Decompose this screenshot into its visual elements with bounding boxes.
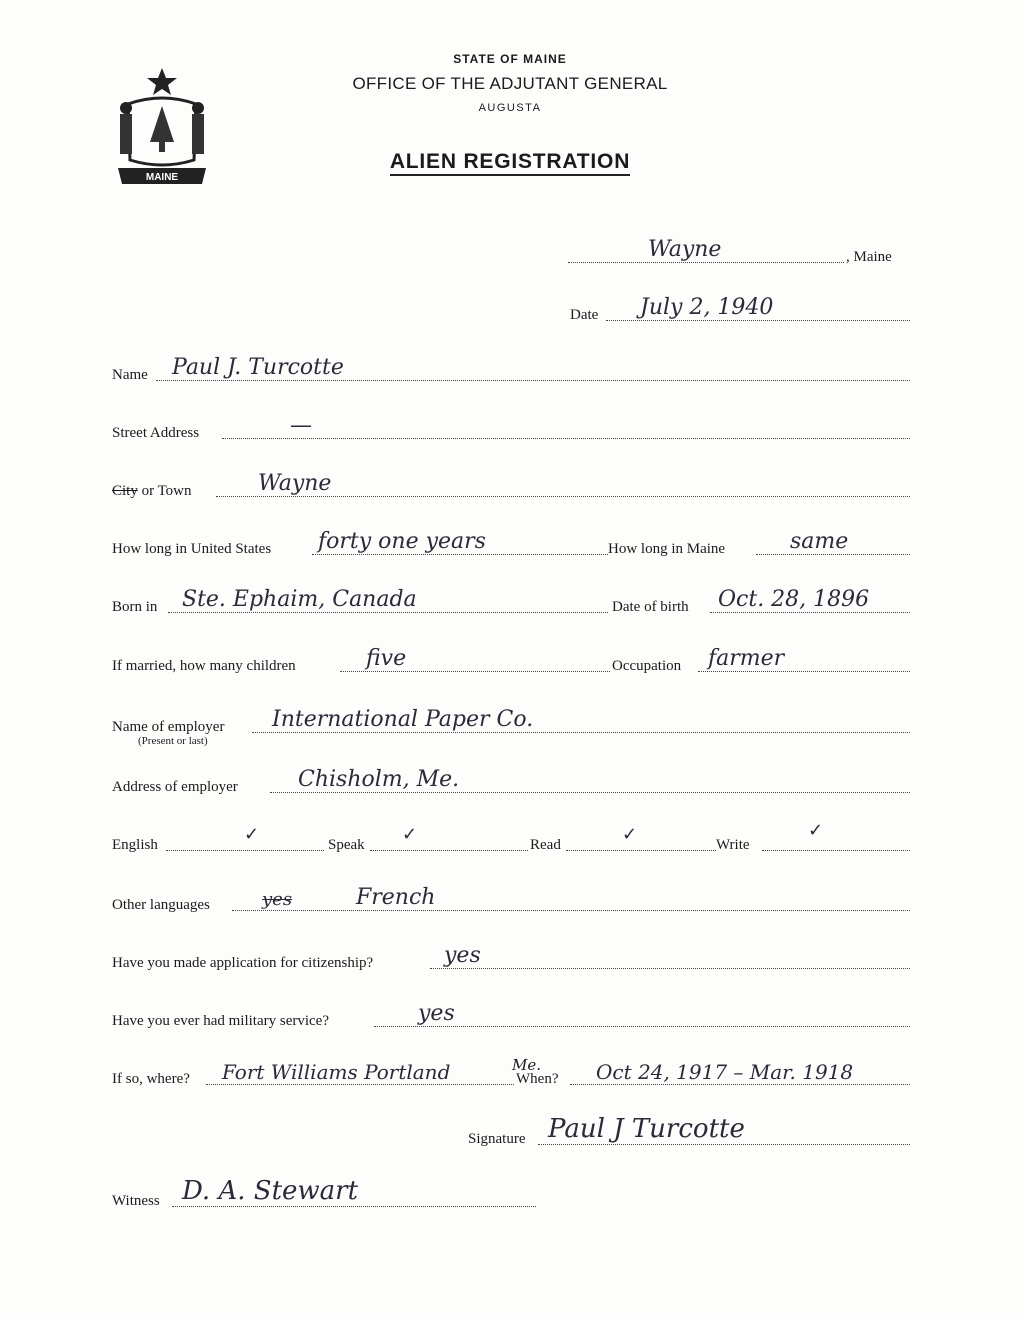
citizenship-label: Have you made application for citizenship? (112, 955, 374, 971)
other-lang-struck: yes (262, 889, 293, 910)
where-value[interactable]: Fort Williams Portland (222, 1060, 451, 1084)
name-row (0, 354, 1024, 384)
date-value[interactable]: July 2, 1940 (640, 295, 774, 320)
street-value[interactable]: — (290, 413, 312, 438)
other-lang-value[interactable]: French (356, 885, 436, 910)
name-value[interactable]: Paul J. Turcotte (172, 355, 344, 380)
military-row (0, 1000, 1024, 1030)
born-label: Born in (112, 599, 158, 615)
header-city: AUGUSTA (478, 102, 542, 114)
form-title: ALIEN REGISTRATION (300, 150, 720, 174)
english-row (0, 820, 1024, 854)
town-row (0, 236, 1024, 266)
other-lang-label: Other languages (112, 897, 210, 913)
street-label: Street Address (112, 425, 200, 441)
citizenship-row (0, 942, 1024, 972)
employer-note: (Present or last) (138, 735, 208, 747)
read-label: Read (530, 837, 561, 853)
write-check[interactable]: ✓ (808, 820, 824, 841)
dob-value[interactable]: Oct. 28, 1896 (718, 587, 870, 612)
seal-banner: MAINE (145, 172, 179, 183)
maine-state-seal (108, 64, 216, 190)
where-label: If so, where? (112, 1071, 190, 1087)
us-label: How long in United States (112, 541, 272, 557)
military-label: Have you ever had military service? (112, 1013, 329, 1029)
street-row (0, 412, 1024, 442)
date-label: Date (570, 307, 599, 323)
emp-address-row (0, 766, 1024, 796)
birth-row (0, 586, 1024, 616)
children-label: If married, how many children (112, 658, 296, 674)
signature-label: Signature (468, 1131, 526, 1147)
city-value[interactable]: Wayne (258, 471, 332, 496)
city-label: City or Town (112, 483, 192, 499)
city-row (0, 470, 1024, 500)
date-row (0, 294, 1024, 324)
maine-label: , Maine (846, 249, 892, 265)
employer-value[interactable]: International Paper Co. (272, 707, 534, 732)
occupation-label: Occupation (612, 658, 682, 674)
witness-value[interactable]: D. A. Stewart (182, 1176, 359, 1206)
speak-check[interactable]: ✓ (402, 824, 418, 845)
when-value[interactable]: Oct 24, 1917 – Mar. 1918 (596, 1060, 854, 1084)
name-label: Name (112, 367, 148, 383)
children-value[interactable]: five (366, 646, 407, 671)
header-state: STATE OF MAINE (453, 52, 567, 66)
english-check[interactable]: ✓ (244, 824, 260, 845)
read-check[interactable]: ✓ (622, 824, 638, 845)
service-row (0, 1058, 1024, 1088)
header-office: OFFICE OF THE ADJUTANT GENERAL (352, 74, 668, 93)
emp-address-value[interactable]: Chisholm, Me. (298, 767, 460, 792)
witness-label: Witness (112, 1193, 160, 1209)
occupation-value[interactable]: farmer (708, 646, 785, 671)
employer-label: Name of employer (112, 719, 225, 735)
military-value[interactable]: yes (418, 1001, 455, 1026)
maine-duration-label: How long in Maine (608, 541, 726, 557)
family-row (0, 645, 1024, 675)
born-value[interactable]: Ste. Ephaim, Canada (182, 587, 417, 612)
witness-row (0, 1176, 1024, 1210)
us-value[interactable]: forty one years (318, 529, 486, 554)
speak-label: Speak (328, 837, 365, 853)
residence-row (0, 528, 1024, 558)
english-label: English (112, 837, 158, 853)
languages-row (0, 884, 1024, 914)
dob-label: Date of birth (612, 599, 689, 615)
where-state[interactable]: Me. (512, 1056, 542, 1074)
citizenship-value[interactable]: yes (444, 943, 481, 968)
when-label: When? (516, 1071, 559, 1087)
signature-row (0, 1114, 1024, 1148)
town-value[interactable]: Wayne (648, 237, 722, 262)
maine-duration-value[interactable]: same (790, 529, 849, 554)
signature-value[interactable]: Paul J Turcotte (548, 1114, 745, 1144)
write-label: Write (716, 837, 750, 853)
emp-address-label: Address of employer (112, 779, 238, 795)
